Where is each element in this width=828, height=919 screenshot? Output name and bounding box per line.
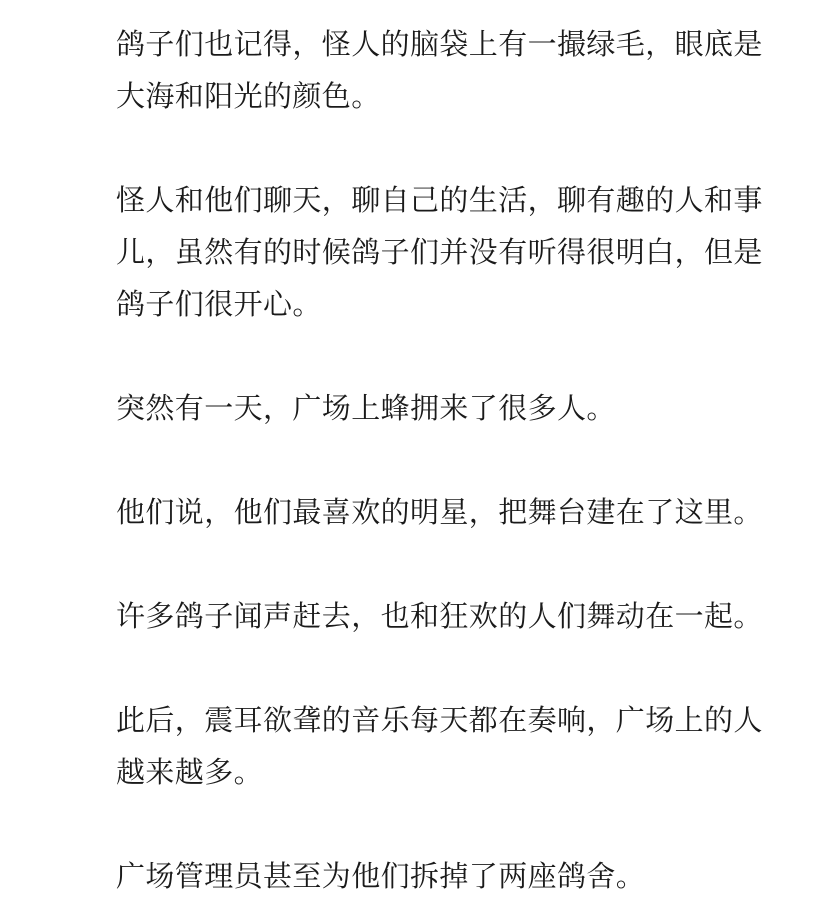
paragraph: 怪人和他们聊天，聊自己的生活，聊有趣的人和事儿，虽然有的时候鸽子们并没有听得很明白，但是鸽子们很开心。 — [116, 183, 763, 321]
paragraph: 他们说，他们最喜欢的明星，把舞台建在了这里。 — [116, 495, 763, 529]
article-body — [116, 18, 784, 902]
paragraph: 许多鸽子闻声赶去，也和狂欢的人们舞动在一起。 — [116, 599, 763, 633]
paragraph: 鸽子们也记得，怪人的脑袋上有一撮绿毛，眼底是大海和阳光的颜色。 — [116, 27, 763, 113]
paragraph: 突然有一天，广场上蜂拥来了很多人。 — [116, 391, 616, 425]
paragraph: 此后，震耳欲聋的音乐每天都在奏响，广场上的人越来越多。 — [116, 703, 763, 789]
paragraph: 广场管理员甚至为他们拆掉了两座鸽舍。 — [116, 859, 646, 893]
